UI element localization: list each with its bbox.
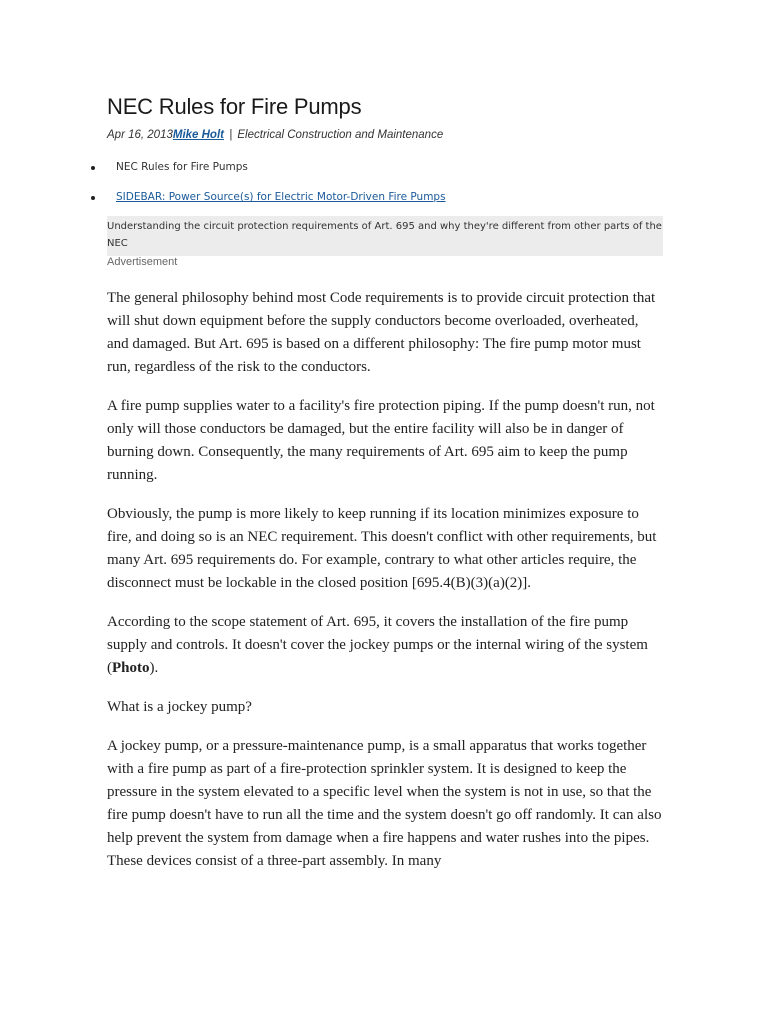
bullet-icon: [91, 196, 95, 200]
bullet-icon: [91, 166, 95, 170]
paragraph-text: According to the scope statement of Art. 695, it covers the installation of the fire pump supply and controls. It doesn't cover the jockey pumps or the internal wiring of the system (: [107, 614, 648, 676]
advertisement-label: Advertisement: [107, 256, 178, 268]
body-paragraph: The general philosophy behind most Code requirements is to provide circuit protection that will shut down equipment before the supply conductors become overloaded, overheated, and damaged. But Art. 695 is based on a different philosophy: The fire pump motor must run, regardless of the risk to the conductors.: [107, 290, 656, 375]
byline-separator: |: [229, 129, 233, 141]
byline: [107, 129, 443, 141]
related-item-label: NEC Rules for Fire Pumps: [116, 161, 248, 173]
article-date: Apr 16, 2013: [107, 129, 173, 141]
body-paragraph: Obviously, the pump is more likely to keep running if its location minimizes exposure to fire, and doing so is an NEC requirement. This doesn't conflict with other requirements, but many Art. 695 requirements do. For example, contrary to what other articles require, the disconnect must be lockable in the closed position [695.4(B)(3)(a)(2)].: [107, 506, 657, 591]
body-paragraph: What is a jockey pump?: [107, 699, 252, 715]
article-body: [107, 287, 663, 889]
author-link[interactable]: Mike Holt: [172, 129, 224, 141]
publication-name: Electrical Construction and Maintenance: [237, 129, 444, 141]
body-paragraph: [107, 611, 663, 680]
page-title: NEC Rules for Fire Pumps: [107, 94, 362, 119]
photo-reference: Photo: [112, 660, 150, 676]
article-summary: Understanding the circuit protection requirements of Art. 695 and why they're different from other parts of the NEC: [107, 216, 663, 256]
sidebar-link[interactable]: SIDEBAR: Power Source(s) for Electric Motor-Driven Fire Pumps: [116, 191, 446, 203]
body-paragraph: A jockey pump, or a pressure-maintenance pump, is a small apparatus that works together with a fire pump as part of a fire-protection sprinkler system. It is designed to keep the pressure in the system elevated to a specific level when the system is not in use, so that the fire pump doesn't have to run all the time and the system doesn't go off randomly. It can also help prevent the system from damage when a fire happens and water rushes into the pipes. These devices consist of a three-part assembly. In many: [107, 738, 662, 869]
body-paragraph: A fire pump supplies water to a facility's fire protection piping. If the pump doesn't run, not only will those conductors be damaged, but the entire facility will also be in danger of burning down. Consequently, the many requirements of Art. 695 aim to keep the pump running.: [107, 398, 655, 483]
paragraph-text: ).: [149, 660, 159, 676]
